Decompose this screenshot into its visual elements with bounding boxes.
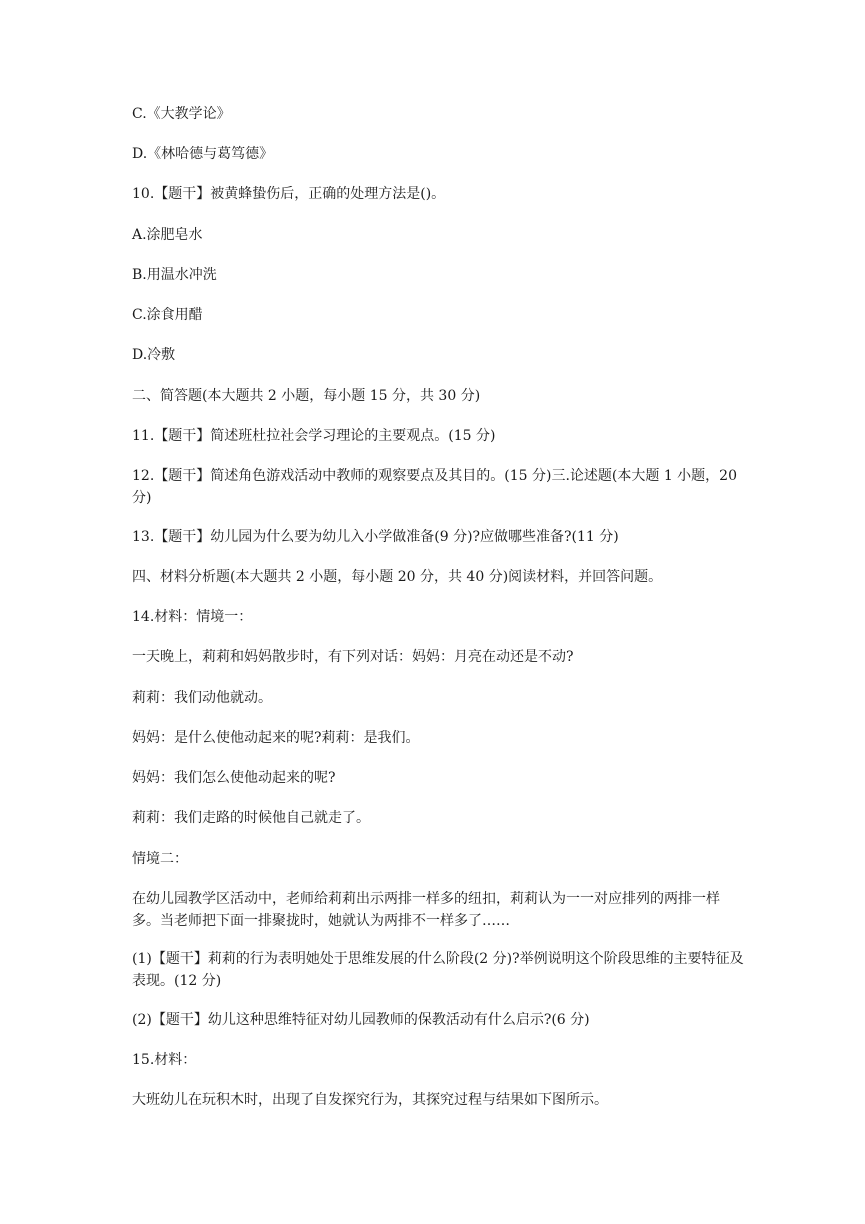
question-11: 11.【题干】简述班杜拉社会学习理论的主要观点。(15 分)	[132, 428, 496, 444]
scenario-1-line-4: 妈妈：我们怎么使他动起来的呢?	[132, 770, 336, 786]
scenario-1-line-5: 莉莉：我们走路的时候他自己就走了。	[132, 810, 370, 826]
scenario-1-line-3: 妈妈：是什么使他动起来的呢?莉莉：是我们。	[132, 730, 420, 746]
scenario-2-heading: 情境二：	[132, 851, 188, 867]
question-13: 13.【题干】幼儿园为什么要为幼儿入小学做准备(9 分)?应做哪些准备?(11 分)	[132, 529, 619, 545]
question-14-1: (1)【题干】莉莉的行为表明她处于思维发展的什么阶段(2 分)?举例说明这个阶段思维的主要特征及表现。(12 分)	[132, 951, 744, 989]
option-c-q9: C.《大教学论》	[132, 106, 231, 122]
scenario-1-line-2: 莉莉：我们动他就动。	[132, 690, 272, 706]
question-12: 12.【题干】简述角色游戏活动中教师的观察要点及其目的。(15 分)三.论述题(本大题 1 小题，20 分)	[132, 468, 737, 506]
section-2-heading: 二、简答题(本大题共 2 小题，每小题 15 分，共 30 分)	[132, 388, 481, 404]
option-c-q10: C.涂食用醋	[132, 307, 203, 323]
question-14-material: 14.材料：情境一：	[132, 609, 253, 625]
option-a-q10: A.涂肥皂水	[132, 227, 203, 243]
section-4-heading: 四、材料分析题(本大题共 2 小题，每小题 20 分，共 40 分)阅读材料，并回答问题。	[132, 569, 663, 585]
question-10: 10.【题干】被黄蜂蛰伤后，正确的处理方法是()。	[132, 186, 446, 202]
option-d-q10: D.冷敷	[132, 347, 176, 363]
question-15-material: 15.材料：	[132, 1052, 197, 1068]
scenario-1-line-1: 一天晚上，莉莉和妈妈散步时，有下列对话：妈妈：月亮在动还是不动?	[132, 649, 574, 665]
scenario-2-text: 在幼儿园教学区活动中，老师给莉莉出示两排一样多的纽扣，莉莉认为一一对应排列的两排一样多。当老师把下面一排聚拢时，她就认为两排不一样多了……	[132, 891, 720, 929]
question-15-text: 大班幼儿在玩积木时，出现了自发探究行为，其探究过程与结果如下图所示。	[132, 1092, 608, 1108]
question-14-2: (2)【题干】幼儿这种思维特征对幼儿园教师的保教活动有什么启示?(6 分)	[132, 1012, 590, 1028]
option-b-q10: B.用温水冲洗	[132, 267, 217, 283]
option-d-q9: D.《林哈德与葛笃德》	[132, 146, 274, 162]
